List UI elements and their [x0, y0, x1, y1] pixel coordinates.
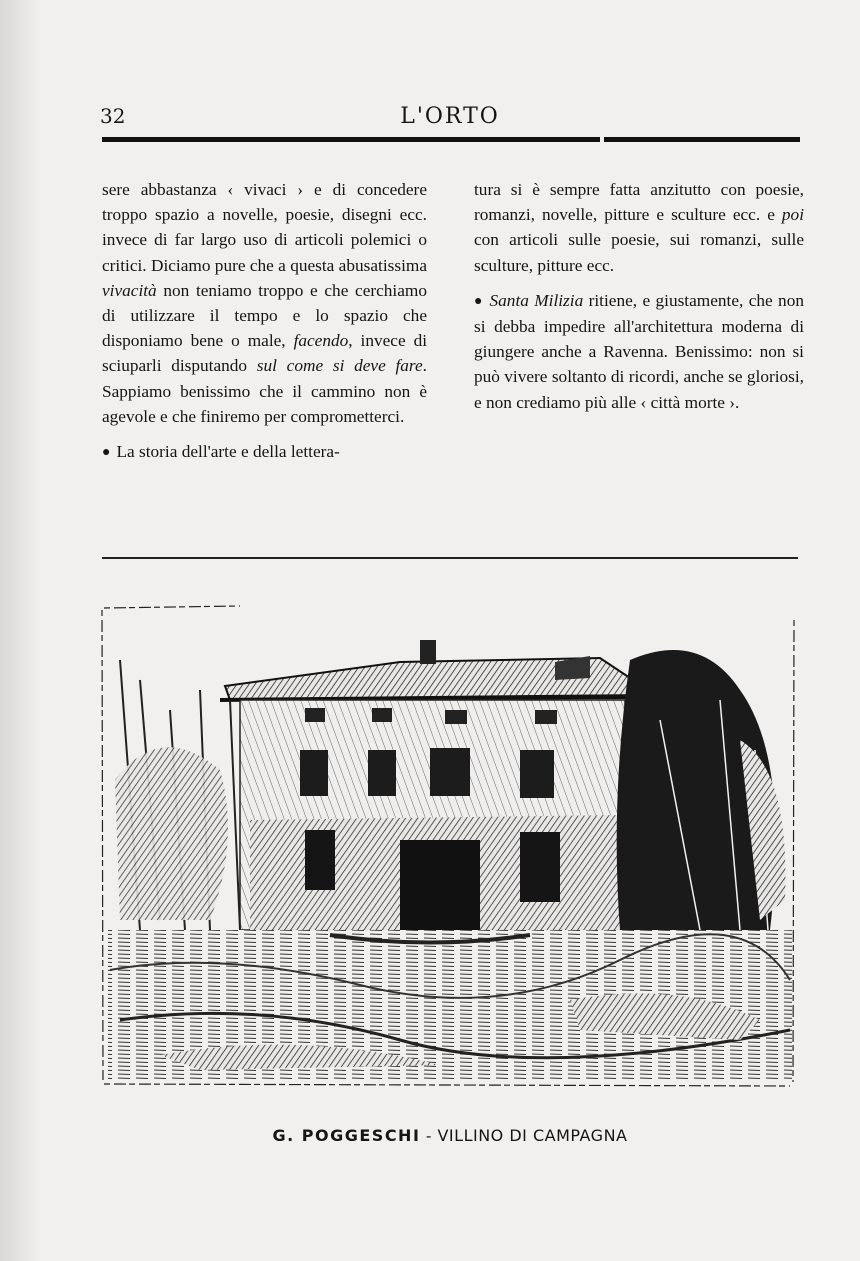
caption-separator: - — [420, 1126, 438, 1145]
text-run: non teniamo troppo e che cerchiamo di utilizzare il tempo e lo spazio che disponiamo bene o male, — [102, 280, 427, 351]
caption-title: VILLINO DI CAMPAGNA — [437, 1126, 628, 1145]
italic-run: sul come si deve fare — [256, 356, 423, 376]
text-run: tura si è sempre fatta anzitutto con poesie, romanzi, novelle, pitture e sculture ecc. e — [474, 180, 804, 225]
italic-run: vivacità — [102, 280, 157, 300]
left-column — [102, 177, 427, 465]
villa-illustration — [100, 600, 800, 1090]
left-paragraph-1 — [102, 177, 427, 429]
page-header — [100, 104, 800, 138]
right-paragraph-2 — [474, 288, 804, 415]
italic-run: poi — [781, 205, 804, 225]
text-run: . Sappiamo benissimo che il cammino non è agevole e che finiremo per comprometterci. — [102, 356, 427, 426]
header-rule — [102, 137, 800, 142]
page-shadow — [0, 0, 40, 1261]
text-run: La storia dell'arte e della lettera- — [116, 442, 340, 462]
italic-run: facendo — [293, 331, 349, 351]
page-number: 32 — [100, 104, 126, 128]
text-run: sere abbastanza ‹ vivaci › e di concedere troppo spazio a novelle, poesie, disegni ecc. invece di far largo uso di articoli polemici o critici. Diciamo pure che a questa abusatissima — [102, 180, 427, 275]
right-column — [474, 177, 804, 415]
left-paragraph-2 — [102, 439, 427, 465]
text-run: con articoli sulle poesie, sui romanzi, sulle sculture, pitture ecc. — [474, 230, 804, 275]
right-paragraph-1 — [474, 177, 804, 278]
text-run: ritiene, e giustamente, che non si debba impedire all'architettura moderna di giungere anche a Ravenna. Benissimo: non si può vivere soltanto di ricordi, anche se gloriosi, e non crediamo più alle ‹ città morte ›. — [474, 290, 804, 412]
journal-title: L'ORTO — [400, 104, 500, 129]
text-run: , invece di sciuparli disputando — [102, 331, 428, 376]
figure-caption — [100, 1126, 800, 1145]
bullet-icon: ● — [102, 445, 111, 461]
section-rule — [102, 557, 798, 559]
italic-run: Santa Milizia — [489, 290, 584, 310]
bullet-icon: ● — [474, 293, 484, 309]
caption-artist: G. POGGESCHI — [272, 1126, 421, 1145]
